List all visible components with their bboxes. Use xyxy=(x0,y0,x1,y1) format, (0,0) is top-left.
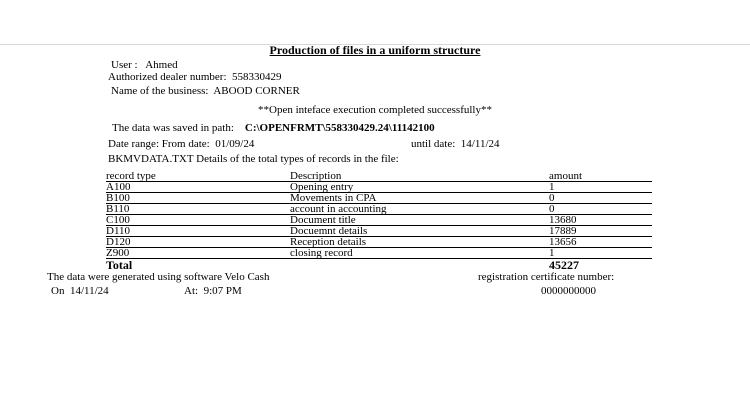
path-label: The data was saved in path: xyxy=(112,122,234,134)
from-date-value: 01/09/24 xyxy=(215,138,255,150)
dealer-line xyxy=(108,71,282,83)
path-line xyxy=(112,122,435,134)
records-table xyxy=(106,171,652,272)
column-header-amount: amount xyxy=(549,171,652,182)
amount-cell: 0 xyxy=(549,193,652,204)
column-header-description: Description xyxy=(290,171,549,182)
table-row xyxy=(106,193,652,204)
total-label: Total xyxy=(106,258,133,272)
record-type-cell: A100 xyxy=(106,182,290,193)
user-label: User : xyxy=(111,59,138,71)
from-date-label: Date range: From date: xyxy=(108,138,210,150)
software-text: The data were generated using software Velo Cash xyxy=(47,271,270,283)
record-type-cell: Z900 xyxy=(106,248,290,259)
dealer-value: 558330429 xyxy=(232,71,282,83)
dealer-label: Authorized dealer number: xyxy=(108,71,227,83)
total-spacer xyxy=(290,259,549,273)
status-message: **Open inteface execution completed successfully** xyxy=(258,104,492,116)
amount-cell: 1 xyxy=(549,248,652,259)
table-row xyxy=(106,237,652,248)
total-row xyxy=(106,259,652,273)
description-cell: account in accounting xyxy=(290,204,549,215)
table-row xyxy=(106,204,652,215)
until-date-label: until date: xyxy=(411,138,456,150)
column-header-record-type: record type xyxy=(106,171,290,182)
total-value: 45227 xyxy=(549,258,579,272)
description-cell: Reception details xyxy=(290,237,549,248)
business-line xyxy=(111,85,300,97)
until-date-value: 14/11/24 xyxy=(460,138,500,150)
amount-cell: 0 xyxy=(549,204,652,215)
record-type-cell: C100 xyxy=(106,215,290,226)
user-value: Ahmed xyxy=(145,59,178,71)
user-line xyxy=(111,59,178,71)
description-cell: closing record xyxy=(290,248,549,259)
on-label: On xyxy=(51,285,65,297)
details-heading: BKMVDATA.TXT Details of the total types of records in the file: xyxy=(108,153,399,165)
amount-cell: 17889 xyxy=(549,226,652,237)
amount-cell: 13656 xyxy=(549,237,652,248)
page-title: Production of files in a uniform structure xyxy=(269,43,481,57)
date-range-from xyxy=(108,138,254,150)
at-value: 9:07 PM xyxy=(203,285,242,297)
description-cell: Document title xyxy=(290,215,549,226)
description-cell: Opening entry xyxy=(290,182,549,193)
record-type-cell: B100 xyxy=(106,193,290,204)
on-value: 14/11/24 xyxy=(69,285,109,297)
amount-cell: 1 xyxy=(549,182,652,193)
business-label: Name of the business: xyxy=(111,85,209,97)
business-value: ABOOD CORNER xyxy=(213,85,300,97)
amount-cell: 13680 xyxy=(549,215,652,226)
table-header-row xyxy=(106,171,652,182)
registration-label: registration certificate number: xyxy=(478,271,615,283)
table-row xyxy=(106,182,652,193)
registration-value: 0000000000 xyxy=(541,285,596,297)
record-type-cell: D110 xyxy=(106,226,290,237)
generated-on xyxy=(51,285,109,297)
table-row xyxy=(106,215,652,226)
table-row xyxy=(106,248,652,259)
record-type-cell: D120 xyxy=(106,237,290,248)
record-type-cell: B110 xyxy=(106,204,290,215)
generated-at xyxy=(184,285,242,297)
at-label: At: xyxy=(184,285,199,297)
description-cell: Docuemnt details xyxy=(290,226,549,237)
description-cell: Movements in CPA xyxy=(290,193,549,204)
path-value: C:\OPENFRMT\558330429.24\11142100 xyxy=(244,122,435,134)
date-range-until xyxy=(411,138,500,150)
table-row xyxy=(106,226,652,237)
